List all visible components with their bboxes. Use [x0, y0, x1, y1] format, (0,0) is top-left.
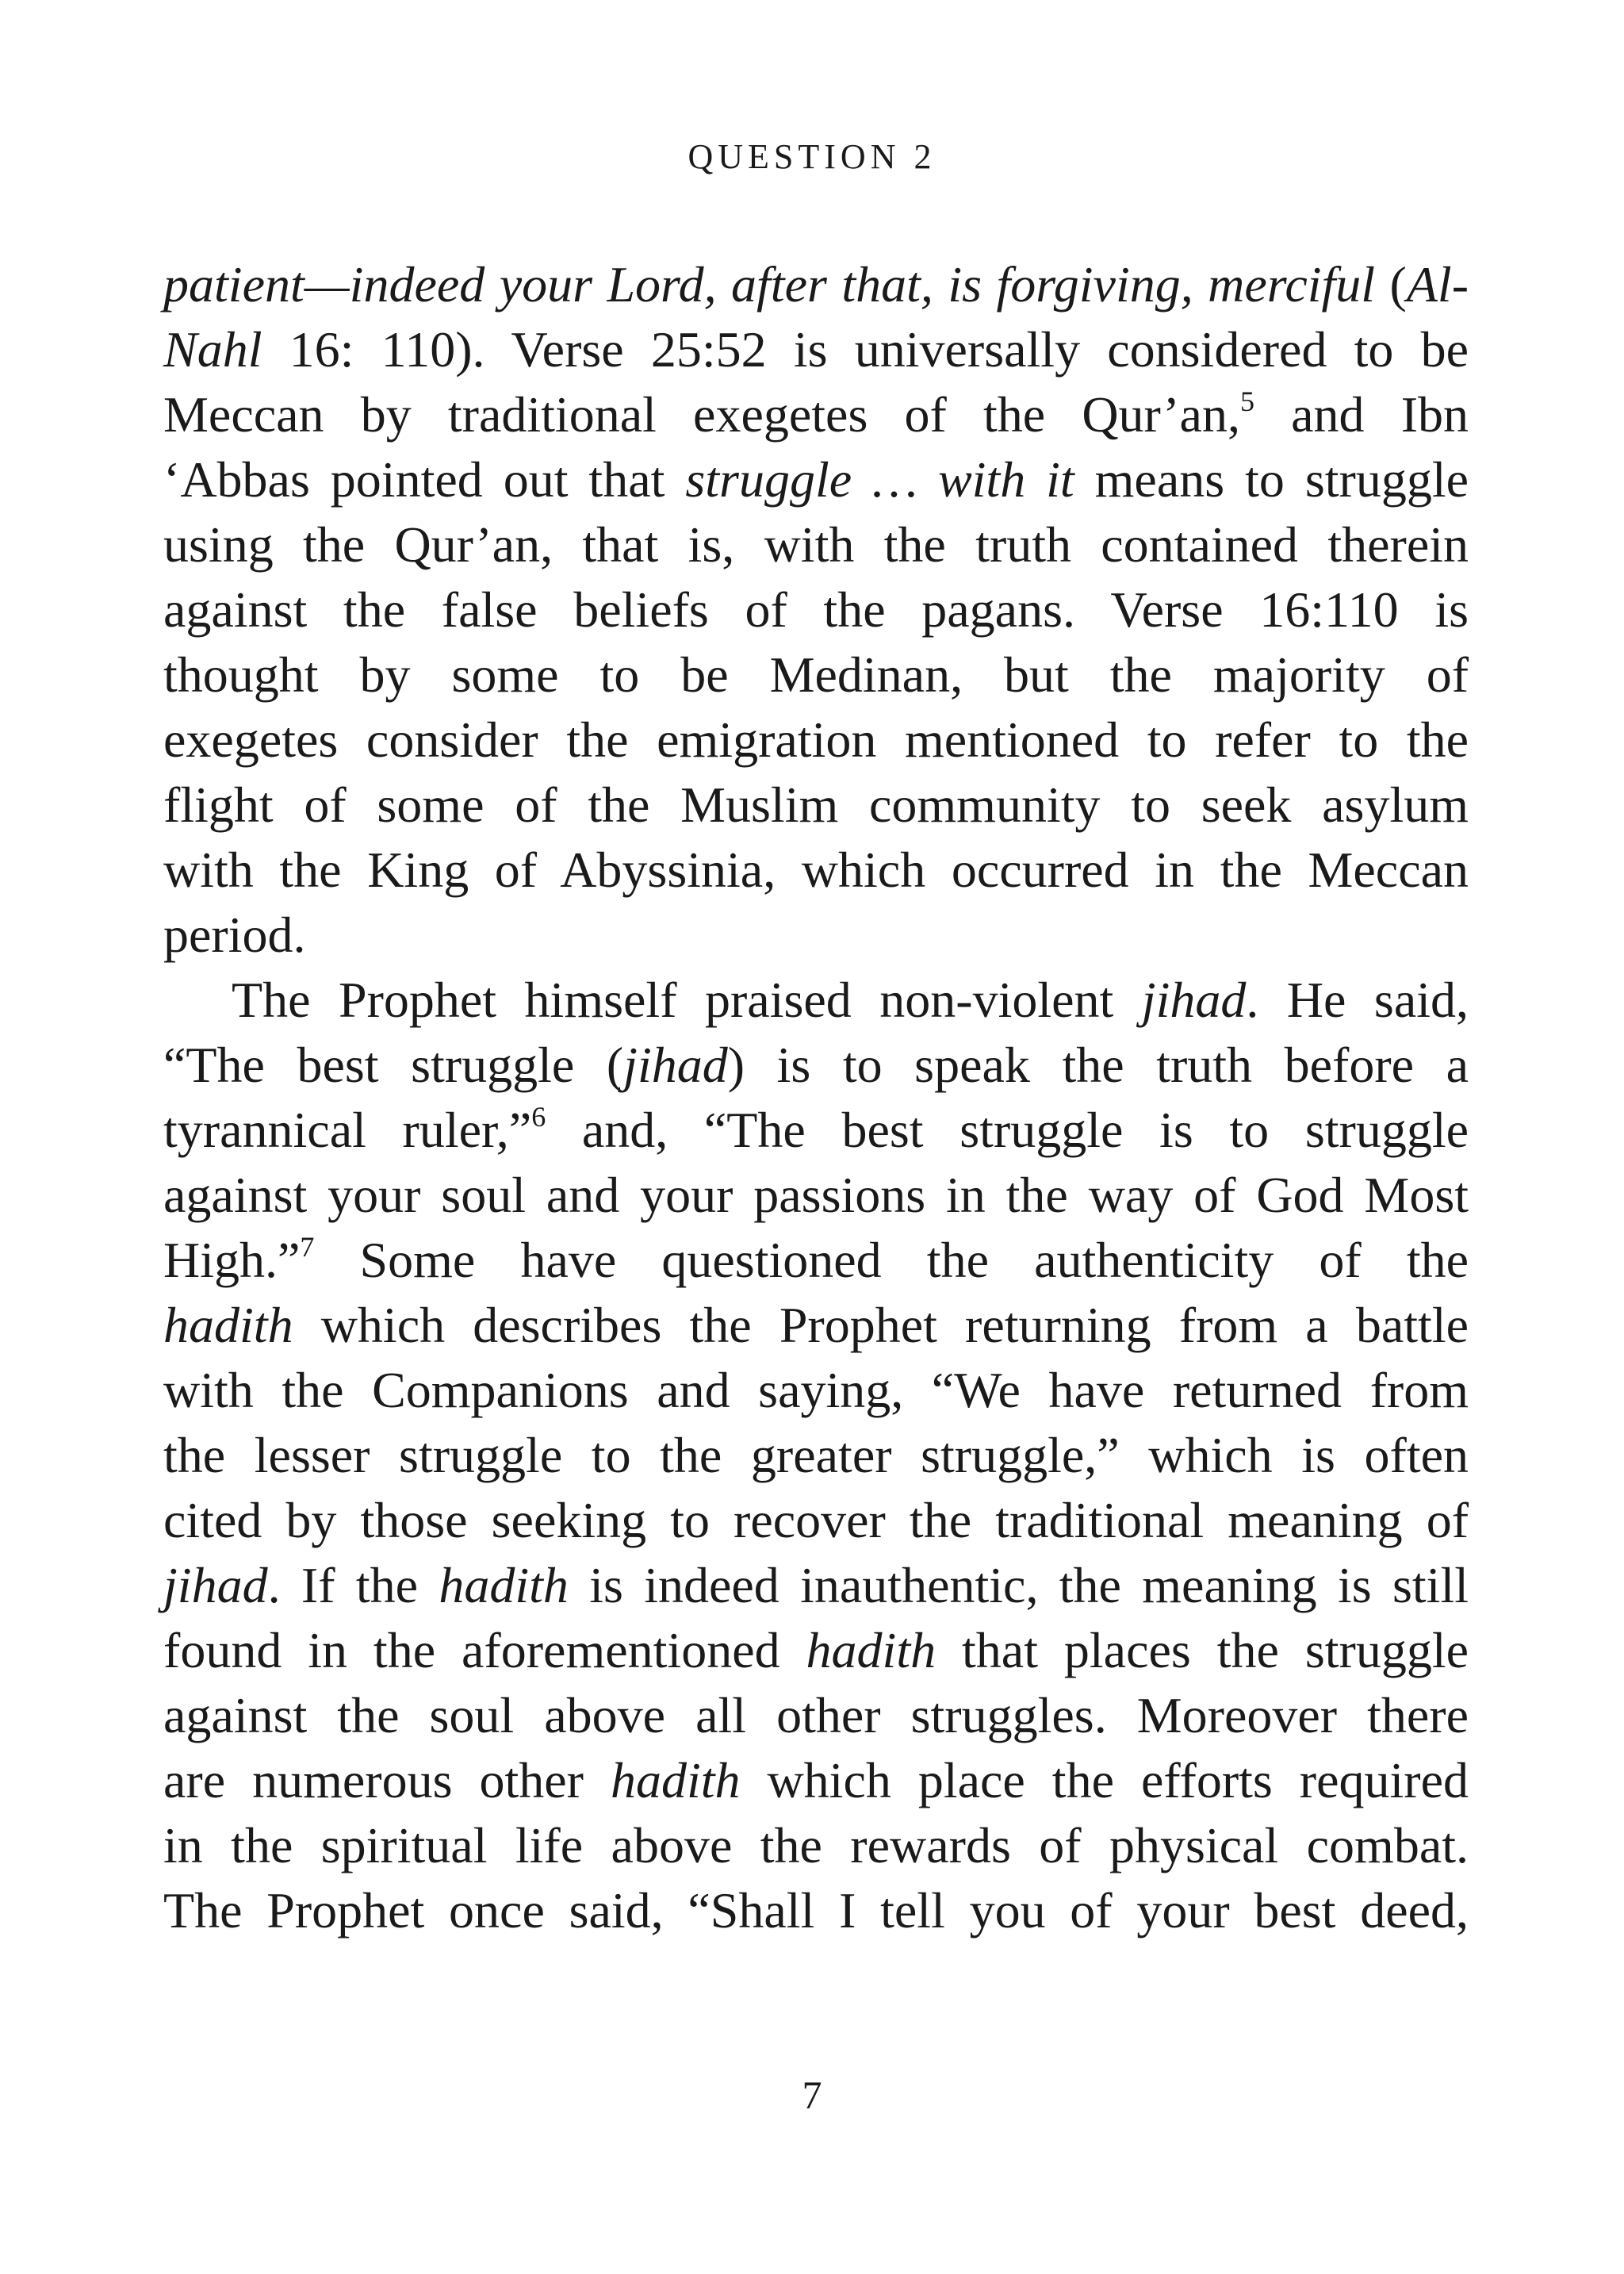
- text-run: means to struggle: [1074, 451, 1469, 508]
- text-line: [163, 1358, 1469, 1423]
- text-run: against your soul and your passions in the way of God Most: [163, 1167, 1469, 1223]
- running-head-text: QUESTION 2: [688, 137, 936, 176]
- text-run: is indeed inauthentic, the meaning is still: [568, 1557, 1469, 1613]
- text-run: cited by those seeking to recover the traditional meaning of: [163, 1492, 1469, 1548]
- text-line: [163, 1228, 1469, 1293]
- text-run: exegetes consider the emigration mentioned to refer to the: [163, 711, 1469, 768]
- text-line: [163, 317, 1469, 382]
- text-run: High.”: [163, 1232, 301, 1288]
- italic-term: hadith: [163, 1297, 293, 1353]
- text-line: [163, 968, 1469, 1033]
- text-run: the lesser struggle to the greater struggle,” which is often: [163, 1427, 1469, 1483]
- text-run: tyrannical ruler,”: [163, 1102, 532, 1158]
- text-line: [163, 1163, 1469, 1228]
- text-run: period.: [163, 907, 306, 963]
- text-line: [163, 382, 1469, 447]
- text-line: [163, 903, 1469, 968]
- text-run: which place the efforts required: [740, 1752, 1469, 1808]
- text-line: [163, 1618, 1469, 1683]
- italic-term: Al-: [1406, 256, 1469, 313]
- text-run: thought by some to be Medinan, but the majority of: [163, 646, 1469, 703]
- text-line: [163, 1748, 1469, 1813]
- footnote-ref: 6: [531, 1101, 546, 1133]
- text-line: [163, 1098, 1469, 1163]
- text-line: [163, 1683, 1469, 1748]
- text-run: and Ibn: [1254, 386, 1469, 443]
- text-run: in the spiritual life above the rewards of physical combat.: [163, 1817, 1469, 1873]
- text-run: The Prophet himself praised non-violent: [232, 972, 1142, 1028]
- text-run: (: [1375, 256, 1407, 313]
- italic-term: hadith: [806, 1622, 936, 1678]
- italic-term: Nahl: [163, 321, 262, 378]
- italic-term: jihad: [163, 1557, 268, 1613]
- footnote-ref: 5: [1239, 385, 1254, 417]
- text-line: [163, 1488, 1469, 1553]
- text-line: [163, 838, 1469, 903]
- text-run: ‘Abbas pointed out that: [163, 451, 686, 508]
- text-run: which describes the Prophet returning from a battle: [293, 1297, 1469, 1353]
- text-run: 16: 110). Verse 25:52 is universally considered to be: [262, 321, 1469, 378]
- italic-term: hadith: [610, 1752, 741, 1808]
- text-line: [163, 577, 1469, 642]
- text-line: [163, 708, 1469, 773]
- text-line: [163, 1423, 1469, 1488]
- text-run: flight of some of the Muslim community to seek asylum: [163, 777, 1469, 833]
- text-run: against the false beliefs of the pagans. Verse 16:110 is: [163, 581, 1469, 638]
- text-run: with the Companions and saying, “We have returned from: [163, 1362, 1469, 1418]
- text-line: [163, 1033, 1469, 1098]
- text-line: [163, 1813, 1469, 1878]
- text-run: Meccan by traditional exegetes of the Qur’an,: [163, 386, 1240, 443]
- text-run: against the soul above all other struggles. Moreover there: [163, 1687, 1469, 1743]
- text-line: [163, 512, 1469, 577]
- text-run: “The best struggle (: [163, 1037, 624, 1093]
- body-text: [163, 252, 1469, 1943]
- text-line: [163, 447, 1469, 512]
- italic-term: patient—indeed your Lord, after that, is forgiving, merciful: [163, 256, 1376, 313]
- text-run: with the King of Abyssinia, which occurred in the Meccan: [163, 842, 1469, 898]
- text-run: Some have questioned the authenticity of the: [314, 1232, 1469, 1288]
- footnote-ref: 7: [300, 1231, 315, 1263]
- running-head: [0, 136, 1624, 177]
- text-run: ) is to speak the truth before a: [727, 1037, 1469, 1093]
- text-run: The Prophet once said, “Shall I tell you of your best deed,: [163, 1882, 1469, 1938]
- text-line: [163, 1553, 1469, 1618]
- italic-term: struggle … with it: [685, 451, 1074, 508]
- page-number: 7: [802, 2073, 822, 2117]
- italic-term: jihad: [623, 1037, 728, 1093]
- text-line: [163, 773, 1469, 838]
- text-line: [163, 252, 1469, 317]
- text-line: [163, 642, 1469, 708]
- text-run: are numerous other: [163, 1752, 611, 1808]
- italic-term: jihad: [1141, 972, 1247, 1028]
- text-line: [163, 1293, 1469, 1358]
- text-run: . He said,: [1246, 972, 1469, 1028]
- text-run: that places the struggle: [936, 1622, 1469, 1678]
- text-run: found in the aforementioned: [163, 1622, 806, 1678]
- text-run: and, “The best struggle is to struggle: [546, 1102, 1469, 1158]
- text-line: [163, 1878, 1469, 1943]
- text-run: using the Qur’an, that is, with the truth contained therein: [163, 516, 1469, 573]
- text-run: . If the: [267, 1557, 439, 1613]
- italic-term: hadith: [439, 1557, 569, 1613]
